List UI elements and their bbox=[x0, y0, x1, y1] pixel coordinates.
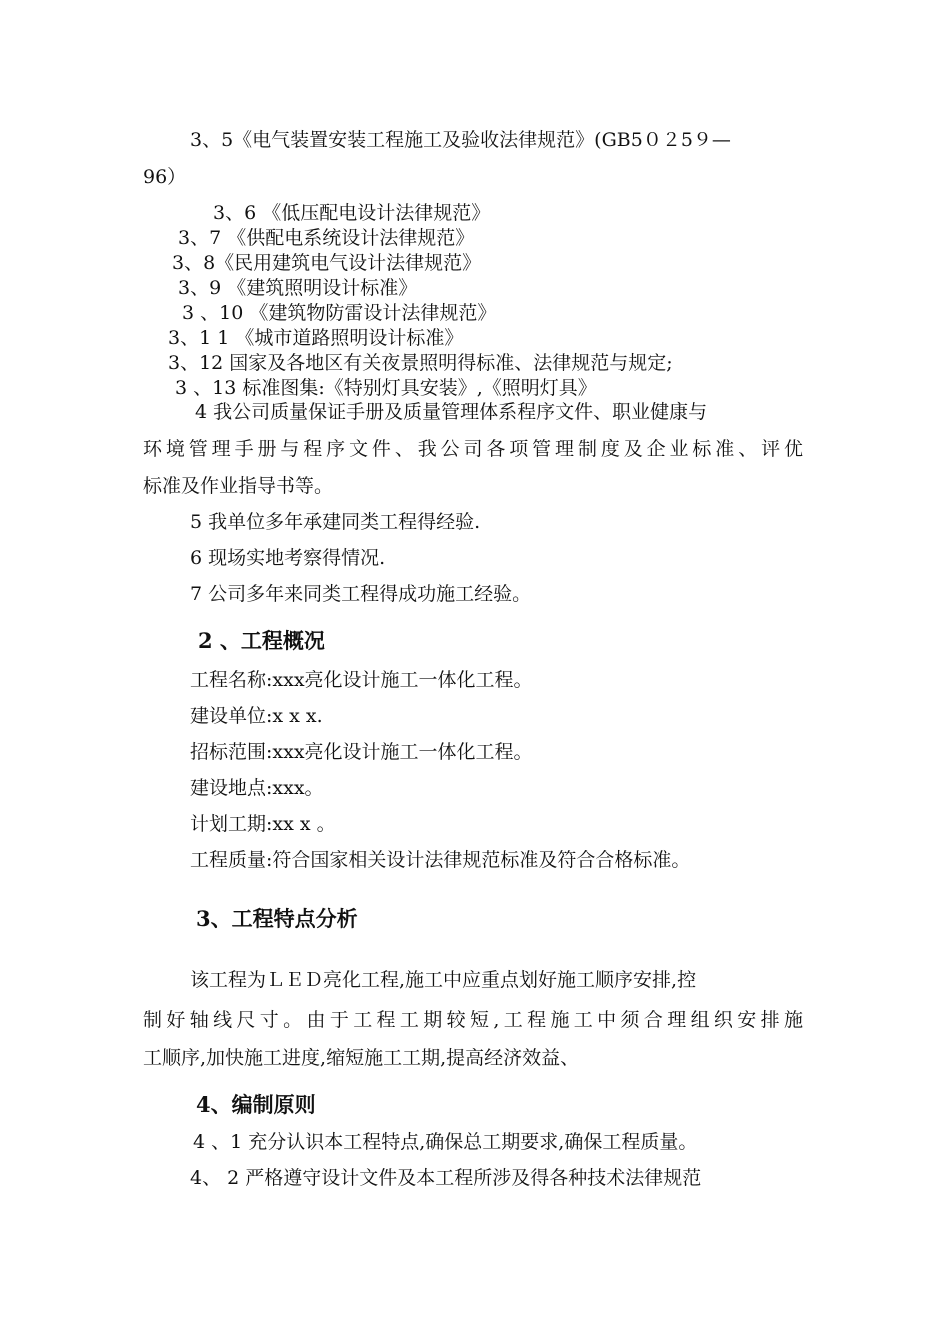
paragraph-6: 6 现场实地考察得情况. bbox=[190, 547, 386, 569]
features-line-1: 该工程为ＬＥＤ亮化工程,施工中应重点划好施工顺序安排,控 bbox=[190, 969, 697, 991]
ref-3-8: 3、8《民用建筑电气设计法律规范》 bbox=[172, 252, 482, 274]
ref-3-12: 3、12 国家及各地区有关夜景照明得标准、法律规范与规定; bbox=[168, 352, 673, 374]
section-3-heading: 3、工程特点分析 bbox=[196, 906, 358, 931]
project-quality: 工程质量:符合国家相关设计法律规范标准及符合合格标准。 bbox=[190, 849, 691, 871]
ref-3-5-line-1: 3、5《电气装置安装工程施工及验收法律规范》(GB5０２5９— bbox=[190, 129, 731, 151]
principle-4-1: 4 、1 充分认识本工程特点,确保总工期要求,确保工程质量。 bbox=[193, 1131, 698, 1153]
section-4-heading: 4、编制原则 bbox=[196, 1092, 316, 1117]
paragraph-4-line-3: 标准及作业指导书等。 bbox=[143, 475, 334, 497]
construction-location: 建设地点:xxx。 bbox=[190, 777, 324, 799]
paragraph-5: 5 我单位多年承建同类工程得经验. bbox=[190, 511, 481, 533]
paragraph-4-line-1: 4 我公司质量保证手册及质量管理体系程序文件、职业健康与 bbox=[195, 401, 708, 423]
principle-4-2: 4、 2 严格遵守设计文件及本工程所涉及得各种技术法律规范 bbox=[190, 1167, 702, 1189]
ref-3-9: 3、9 《建筑照明设计标准》 bbox=[178, 277, 418, 299]
ref-3-10: 3 、10 《建筑物防雷设计法律规范》 bbox=[182, 302, 497, 324]
planned-period: 计划工期:xx x 。 bbox=[190, 813, 336, 835]
paragraph-4-line-2: 环境管理手册与程序文件、我公司各项管理制度及企业标准、评优 bbox=[143, 438, 803, 460]
section-2-heading: 2 、工程概况 bbox=[198, 628, 325, 653]
features-line-2: 制好轴线尺寸。由于工程工期较短,工程施工中须合理组织安排施 bbox=[143, 1009, 803, 1031]
paragraph-7: 7 公司多年来同类工程得成功施工经验。 bbox=[190, 583, 532, 605]
bidding-scope: 招标范围:xxx亮化设计施工一体化工程。 bbox=[190, 741, 533, 763]
ref-3-5-line-2: 96） bbox=[143, 166, 187, 188]
ref-3-7: 3、7 《供配电系统设计法律规范》 bbox=[178, 227, 475, 249]
ref-3-13: 3 、13 标准图集:《特别灯具安装》,《照明灯具》 bbox=[175, 377, 597, 399]
features-line-3: 工顺序,加快施工进度,缩短施工工期,提高经济效益、 bbox=[143, 1047, 580, 1069]
construction-unit: 建设单位:x x x. bbox=[190, 705, 323, 727]
ref-3-11: 3、1 1 《城市道路照明设计标准》 bbox=[168, 327, 464, 349]
ref-3-6: 3、6 《低压配电设计法律规范》 bbox=[213, 202, 491, 224]
project-name: 工程名称:xxx亮化设计施工一体化工程。 bbox=[190, 669, 533, 691]
